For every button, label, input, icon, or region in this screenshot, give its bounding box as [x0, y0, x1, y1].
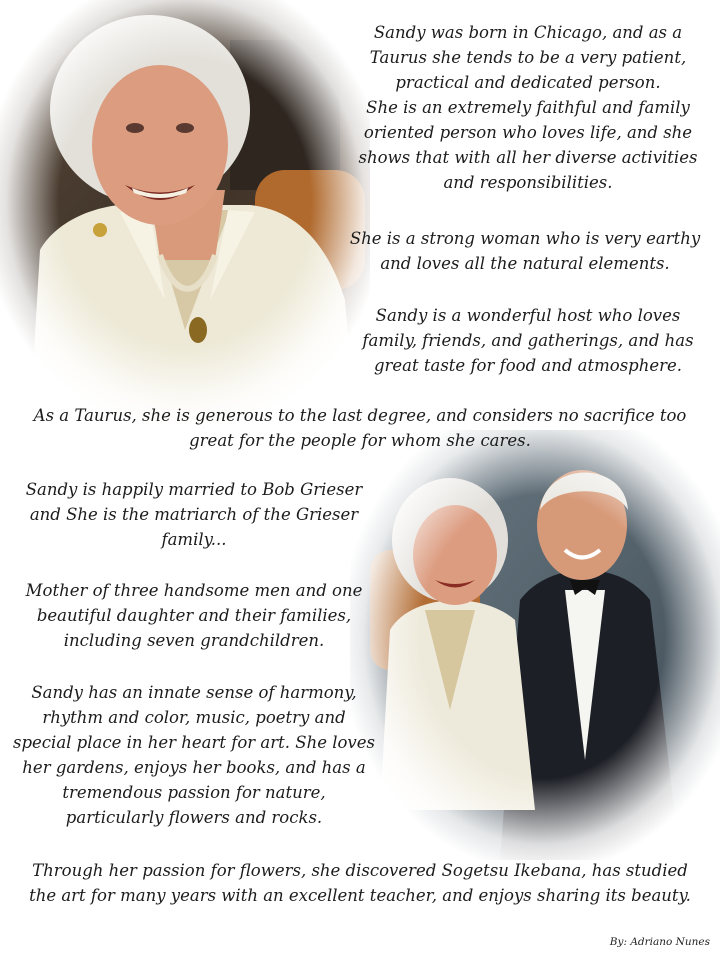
text-line: shows that with all her diverse activities — [358, 148, 698, 167]
paragraph-married — [12, 477, 376, 552]
paragraph-family — [8, 578, 380, 653]
text-line: She is a strong woman who is very earthy — [349, 229, 701, 248]
text-line: special place in her heart for art. She loves — [13, 733, 375, 752]
paragraph-birth-and-character — [338, 20, 718, 195]
paragraph-generous — [10, 403, 710, 453]
text-line: Mother of three handsome men and one — [25, 581, 363, 600]
text-line: her gardens, enjoys her books, and has a — [22, 758, 366, 777]
couple-photo — [350, 430, 720, 860]
text-line: Sandy was born in Chicago, and as a — [373, 23, 683, 42]
text-line: family... — [161, 530, 227, 549]
text-line: oriented person who loves life, and she — [363, 123, 693, 142]
author-credit: By: Adriano Nunes — [609, 936, 710, 948]
text-line: and She is the matriarch of the Grieser — [29, 505, 359, 524]
text-line: tremendous passion for nature, — [62, 783, 326, 802]
paragraph-strong-woman — [330, 226, 720, 276]
text-line: Sandy is happily married to Bob Grieser — [25, 480, 363, 499]
text-line: As a Taurus, she is generous to the last degree, and considers no sacrifice too — [33, 406, 687, 425]
text-line: great for the people for whom she cares. — [189, 431, 531, 450]
text-line: beautiful daughter and their families, — [36, 606, 352, 625]
text-line: and loves all the natural elements. — [380, 254, 670, 273]
paragraph-ikebana — [4, 858, 716, 908]
text-line: rhythm and color, music, poetry and — [42, 708, 346, 727]
text-line: She is an extremely faithful and family — [366, 98, 690, 117]
text-line: the art for many years with an excellent teacher, and enjoys sharing its beauty. — [29, 886, 691, 905]
text-line: Sandy has an innate sense of harmony, — [31, 683, 357, 702]
paragraph-host — [338, 303, 718, 378]
text-line: family, friends, and gatherings, and has — [362, 331, 694, 350]
text-line: Taurus she tends to be a very patient, — [369, 48, 687, 67]
paragraph-harmony — [4, 680, 384, 830]
text-line: practical and dedicated person. — [395, 73, 661, 92]
text-line: Through her passion for flowers, she discovered Sogetsu Ikebana, has studied — [32, 861, 688, 880]
text-line: including seven grandchildren. — [63, 631, 325, 650]
portrait-photo — [0, 0, 370, 420]
text-line: Sandy is a wonderful host who loves — [375, 306, 681, 325]
text-line: great taste for food and atmosphere. — [373, 356, 683, 375]
text-line: and responsibilities. — [443, 173, 613, 192]
text-line: particularly flowers and rocks. — [65, 808, 323, 827]
